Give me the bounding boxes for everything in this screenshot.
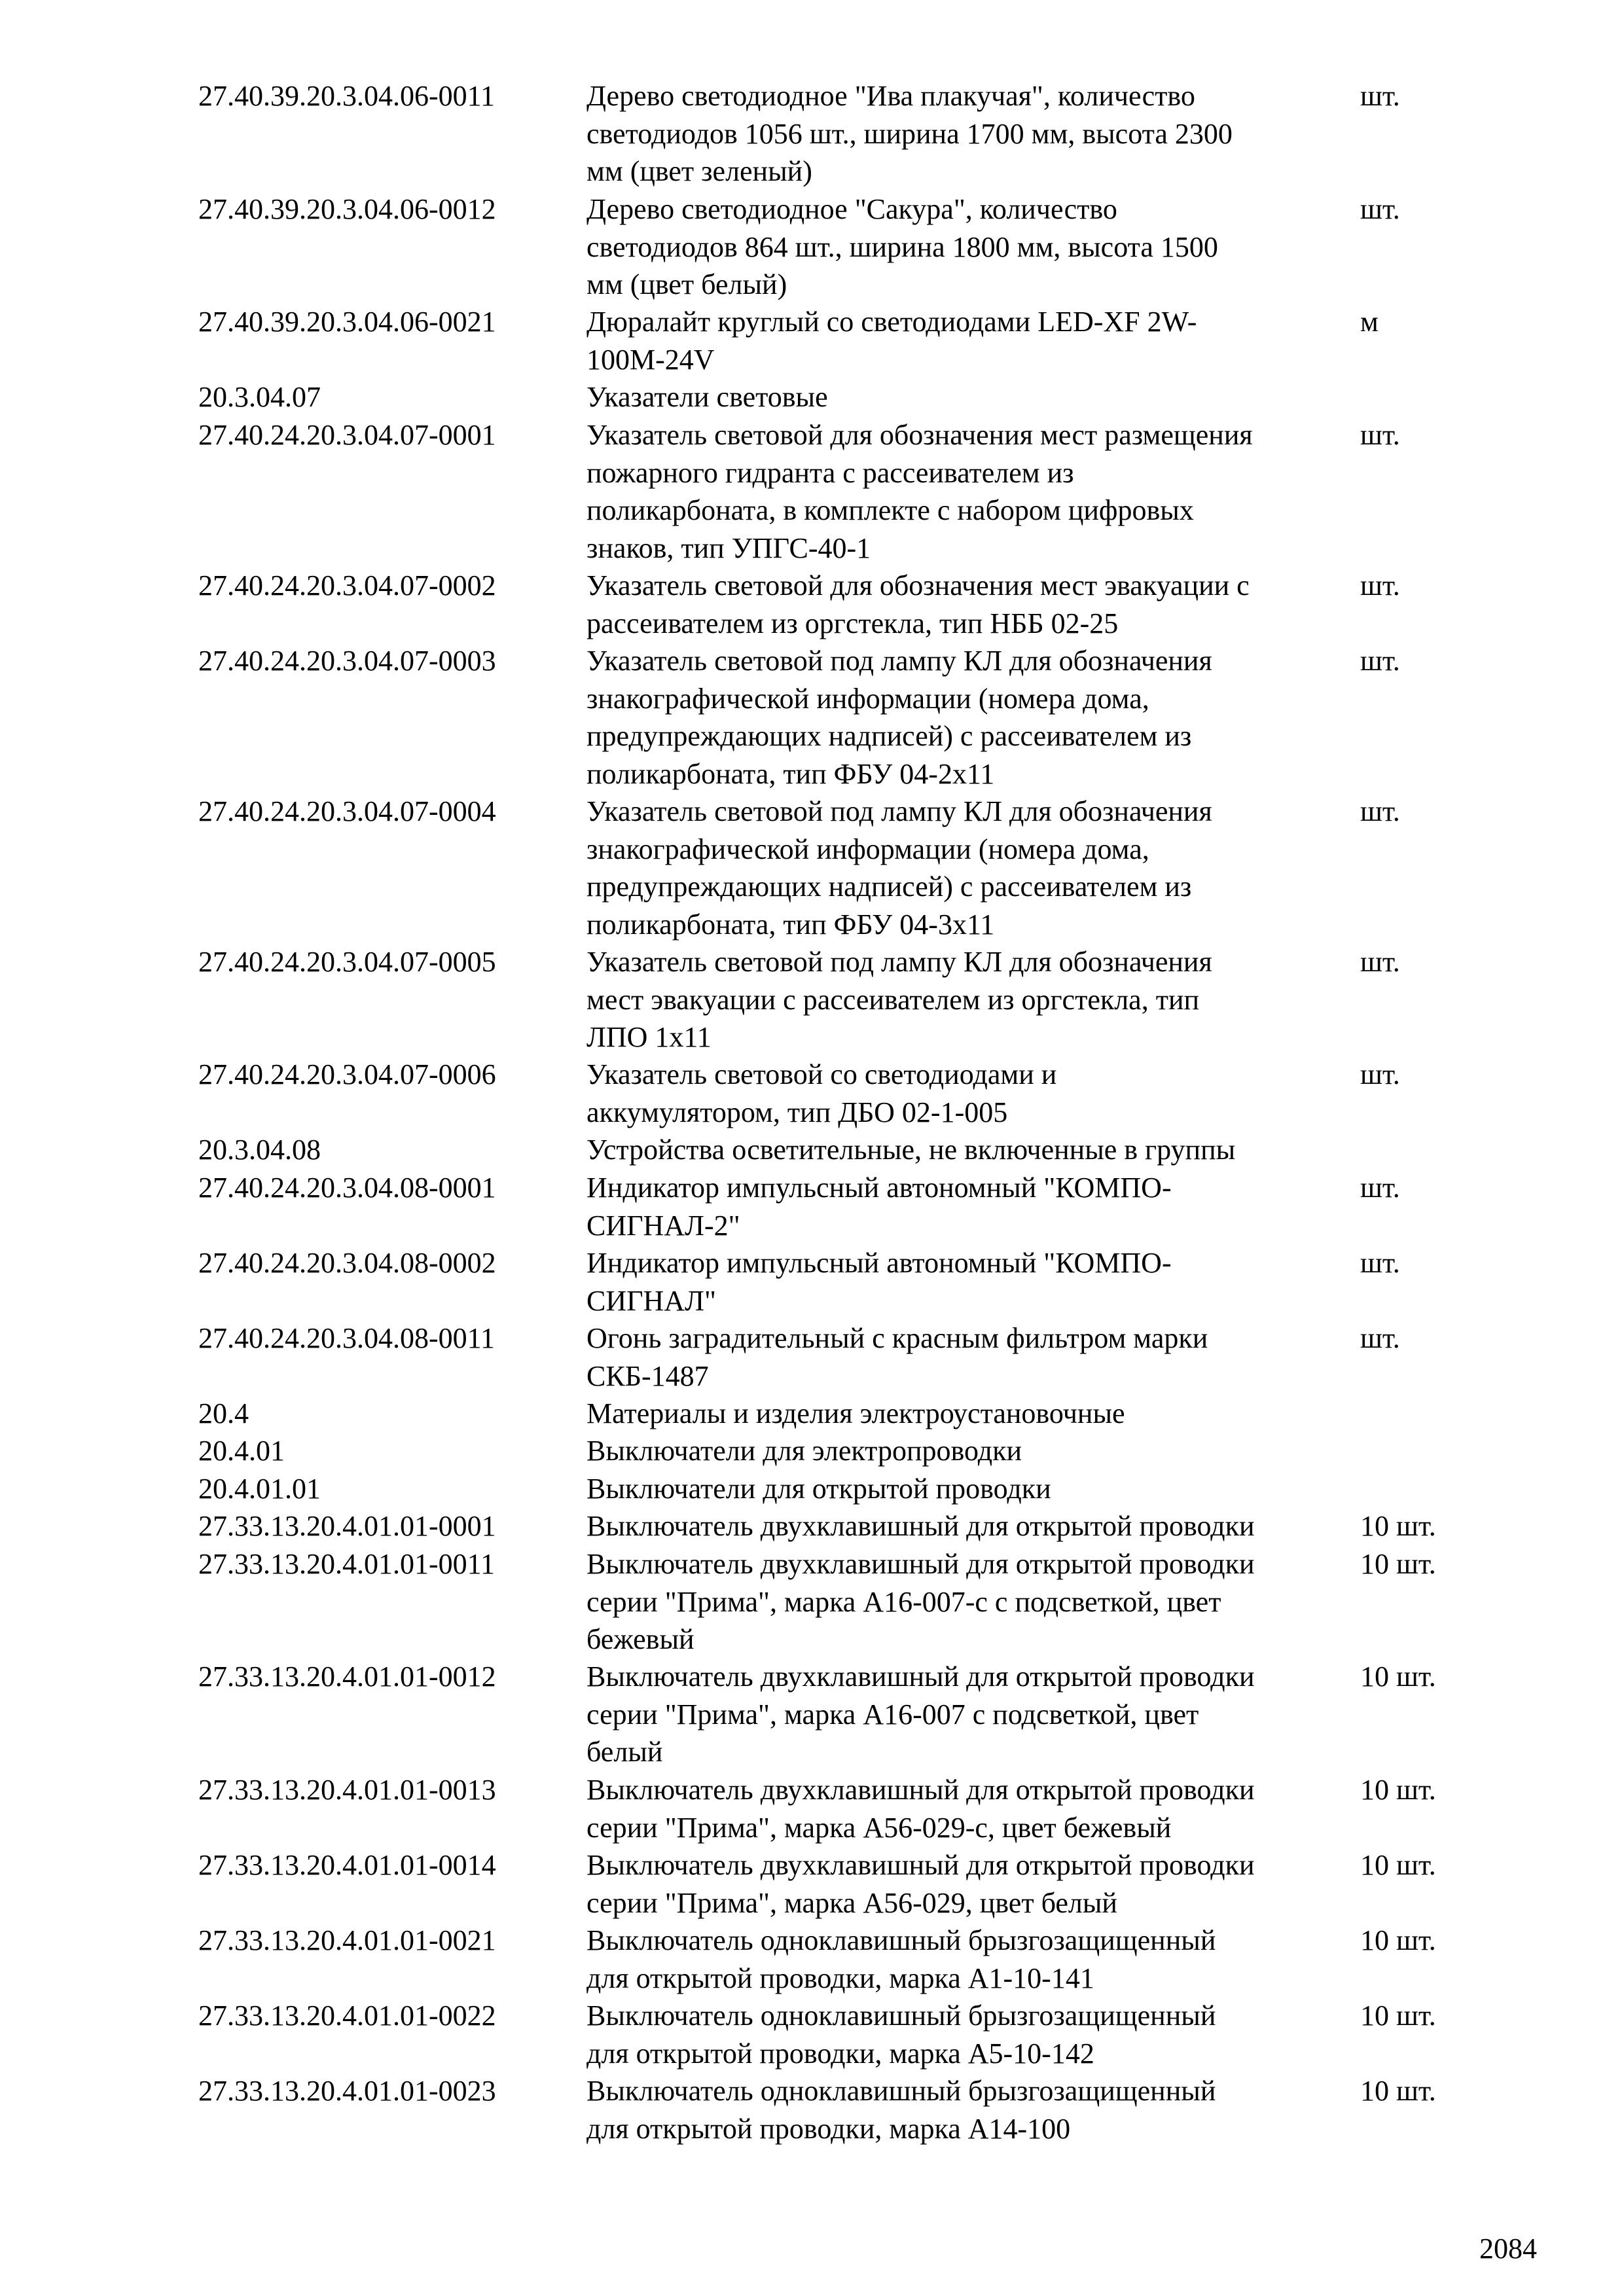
section-code: 20.4 bbox=[198, 1397, 249, 1429]
item-unit: м bbox=[1360, 306, 1379, 338]
item-name: Выключатель двухклавишный для открытой проводки серии "Прима", марка А56-029-с, цвет бежевый bbox=[586, 1774, 1255, 1844]
item-name: Огонь заградительный с красным фильтром марки СКБ-1487 bbox=[586, 1322, 1208, 1392]
item-code: 27.40.39.20.3.04.06-0021 bbox=[198, 306, 496, 338]
item-code: 27.40.39.20.3.04.06-0012 bbox=[198, 193, 496, 225]
section-title: Выключатели для открытой проводки bbox=[586, 1473, 1051, 1505]
item-name: Указатель световой со светодиодами и аккумулятором, тип ДБО 02-1-005 bbox=[586, 1058, 1057, 1128]
item-unit: шт. bbox=[1360, 1172, 1400, 1204]
section-title: Выключатели для электропроводки bbox=[586, 1435, 1022, 1467]
item-name: Выключатель двухклавишный для открытой проводки серии "Прима", марка А56-029, цвет белый bbox=[586, 1849, 1255, 1919]
item-unit: 10 шт. bbox=[1360, 1548, 1436, 1580]
section-title: Устройства осветительные, не включенные в группы bbox=[586, 1134, 1236, 1166]
item-name: Выключатель двухклавишный для открытой проводки bbox=[586, 1510, 1255, 1542]
item-unit: 10 шт. bbox=[1360, 2075, 1436, 2107]
item-code: 27.40.24.20.3.04.07-0001 bbox=[198, 419, 496, 451]
item-code: 27.40.24.20.3.04.08-0001 bbox=[198, 1172, 496, 1204]
item-name: Выключатель одноклавишный брызгозащищенный для открытой проводки, марка А1-10-141 bbox=[586, 1924, 1216, 1994]
page-number: 2084 bbox=[1479, 2233, 1537, 2265]
item-unit: шт. bbox=[1360, 795, 1400, 827]
item-unit: шт. bbox=[1360, 645, 1400, 677]
item-unit: 10 шт. bbox=[1360, 1510, 1436, 1542]
item-name: Выключатель одноклавишный брызгозащищенный для открытой проводки, марка А14-100 bbox=[586, 2075, 1216, 2145]
item-name: Указатель световой под лампу КЛ для обозначения мест эвакуации с рассеивателем из оргстекла, тип ЛПО 1x11 bbox=[586, 946, 1212, 1053]
item-unit: 10 шт. bbox=[1360, 1924, 1436, 1956]
item-unit: 10 шт. bbox=[1360, 2000, 1436, 2032]
item-code: 27.33.13.20.4.01.01-0011 bbox=[198, 1548, 496, 1580]
item-code: 27.40.39.20.3.04.06-0011 bbox=[198, 80, 496, 112]
item-code: 27.40.24.20.3.04.08-0002 bbox=[198, 1247, 496, 1279]
item-name: Указатель световой под лампу КЛ для обозначения знакографической информации (номера дома, предупреждающих надписей) с рассеивателем из поликарбоната, тип ФБУ 04-2x11 bbox=[586, 645, 1212, 790]
item-name: Выключатель двухклавишный для открытой проводки серии "Прима", марка А16-007 с подсветкой, цвет белый bbox=[586, 1660, 1255, 1768]
item-code: 27.33.13.20.4.01.01-0023 bbox=[198, 2075, 496, 2107]
item-name: Дерево светодиодное "Ива плакучая", количество светодиодов 1056 шт., ширина 1700 мм, высота 2300 мм (цвет зеленый) bbox=[586, 80, 1233, 187]
item-unit: шт. bbox=[1360, 419, 1400, 451]
section-code: 20.3.04.08 bbox=[198, 1134, 321, 1166]
item-unit: 10 шт. bbox=[1360, 1660, 1436, 1693]
item-unit: 10 шт. bbox=[1360, 1774, 1436, 1806]
item-code: 27.33.13.20.4.01.01-0021 bbox=[198, 1924, 496, 1956]
item-name: Указатель световой под лампу КЛ для обозначения знакографической информации (номера дома, предупреждающих надписей) с рассеивателем из поликарбоната, тип ФБУ 04-3x11 bbox=[586, 795, 1212, 941]
item-unit: шт. bbox=[1360, 569, 1400, 601]
item-code: 27.40.24.20.3.04.07-0004 bbox=[198, 795, 496, 827]
section-title: Указатели световые bbox=[586, 381, 828, 413]
item-code: 27.40.24.20.3.04.07-0005 bbox=[198, 946, 496, 978]
item-unit: 10 шт. bbox=[1360, 1849, 1436, 1881]
item-code: 27.40.24.20.3.04.07-0006 bbox=[198, 1058, 496, 1090]
section-code: 20.4.01.01 bbox=[198, 1473, 321, 1505]
item-unit: шт. bbox=[1360, 80, 1400, 112]
section-code: 20.4.01 bbox=[198, 1435, 285, 1467]
item-unit: шт. bbox=[1360, 1247, 1400, 1279]
item-unit: шт. bbox=[1360, 946, 1400, 978]
item-code: 27.33.13.20.4.01.01-0012 bbox=[198, 1660, 496, 1693]
item-name: Указатель световой для обозначения мест размещения пожарного гидранта с рассеивателем из поликарбоната, в комплекте с набором цифровых знаков, тип УПГС-40-1 bbox=[586, 419, 1253, 564]
item-name: Выключатель двухклавишный для открытой проводки серии "Прима", марка А16-007-с с подсветкой, цвет бежевый bbox=[586, 1548, 1255, 1655]
item-name: Дерево светодиодное "Сакура", количество светодиодов 864 шт., ширина 1800 мм, высота 1500 мм (цвет белый) bbox=[586, 193, 1218, 300]
item-code: 27.33.13.20.4.01.01-0022 bbox=[198, 2000, 496, 2032]
section-title: Материалы и изделия электроустановочные bbox=[586, 1397, 1125, 1429]
item-code: 27.40.24.20.3.04.07-0002 bbox=[198, 569, 496, 601]
item-name: Индикатор импульсный автономный "КОМПО- СИГНАЛ-2" bbox=[586, 1172, 1172, 1242]
item-unit: шт. bbox=[1360, 1322, 1400, 1354]
section-code: 20.3.04.07 bbox=[198, 381, 321, 413]
item-name: Индикатор импульсный автономный "КОМПО- СИГНАЛ" bbox=[586, 1247, 1172, 1317]
item-code: 27.33.13.20.4.01.01-0001 bbox=[198, 1510, 496, 1542]
item-name: Выключатель одноклавишный брызгозащищенный для открытой проводки, марка А5-10-142 bbox=[586, 2000, 1216, 2070]
item-code: 27.33.13.20.4.01.01-0014 bbox=[198, 1849, 496, 1881]
item-unit: шт. bbox=[1360, 1058, 1400, 1090]
item-name: Указатель световой для обозначения мест эвакуации с рассеивателем из оргстекла, тип НББ 02-25 bbox=[586, 569, 1250, 639]
item-unit: шт. bbox=[1360, 193, 1400, 225]
item-code: 27.40.24.20.3.04.07-0003 bbox=[198, 645, 496, 677]
item-code: 27.40.24.20.3.04.08-0011 bbox=[198, 1322, 496, 1354]
item-code: 27.33.13.20.4.01.01-0013 bbox=[198, 1774, 496, 1806]
item-name: Дюралайт круглый со светодиодами LED-XF 2W- 100M-24V bbox=[586, 306, 1197, 376]
